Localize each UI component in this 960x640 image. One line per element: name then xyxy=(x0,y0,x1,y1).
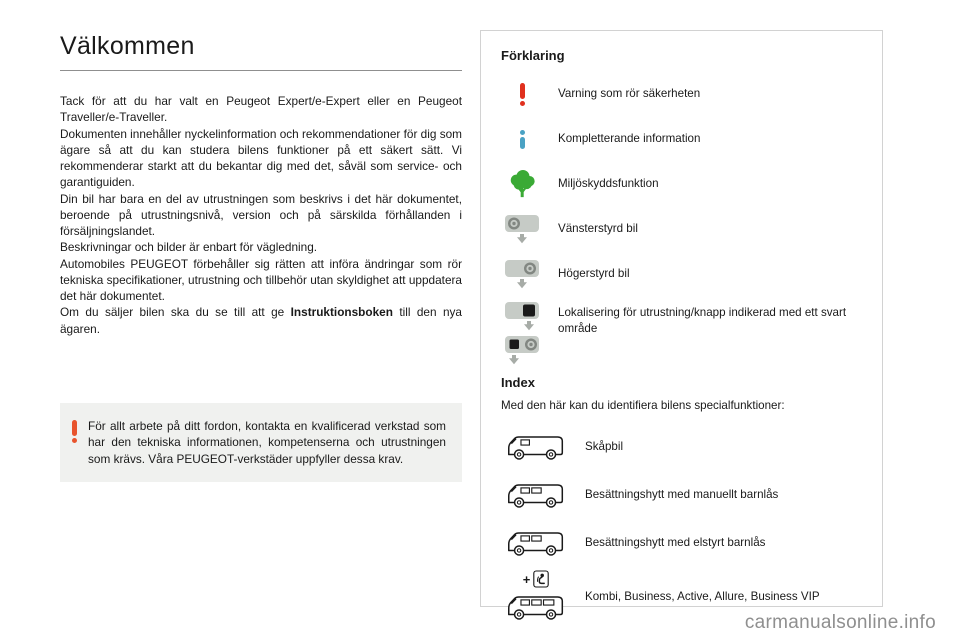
paragraph xyxy=(60,304,462,337)
steering-wheel-right-icon xyxy=(504,259,540,289)
page-title: Välkommen xyxy=(60,32,195,60)
index-label: Skåpbil xyxy=(585,439,624,453)
exclamation-dot xyxy=(520,101,525,106)
watermark-text: carmanualsonline.info xyxy=(744,612,936,633)
legend-list xyxy=(501,76,862,365)
legend-item-localization xyxy=(501,301,862,365)
text: till den nya ägaren. xyxy=(60,305,462,336)
crew-cab-van-icon xyxy=(505,525,567,559)
icon-cell xyxy=(501,130,543,149)
legend-label: Vänsterstyrd bil xyxy=(558,222,638,236)
legend-title: Förklaring xyxy=(501,48,565,63)
legend-panel xyxy=(480,30,883,607)
kombi-van-icon xyxy=(505,589,567,623)
index-label: Besättningshytt med manuellt barnlås xyxy=(585,487,779,501)
paragraph: Beskrivningar och bilder är enbart för vägledning. xyxy=(60,240,318,255)
index-item-crew-cab-electric xyxy=(501,522,862,562)
legend-label: Varning som rör säkerheten xyxy=(558,87,701,101)
icon-cell xyxy=(501,83,543,106)
handbook-title-bold: Instruktionsboken xyxy=(290,305,393,320)
black-area-localization-steering-icon xyxy=(504,335,540,365)
index-label: Kombi, Business, Active, Allure, Business VIP xyxy=(585,590,820,603)
legend-item-rhd xyxy=(501,256,862,292)
paragraph: Din bil har bara en del av utrustningen som beskrivs i det här dokumentet, beroende på utrustningsnivå, version och på särskilda förhållanden i försäljningslandet. xyxy=(60,191,462,239)
legend-item-additional-info xyxy=(501,121,862,157)
info-bar xyxy=(520,137,525,149)
index-item-panel-van xyxy=(501,426,862,466)
legend-label: Miljöskyddsfunktion xyxy=(558,177,659,191)
icon-cell xyxy=(501,570,571,623)
title-divider xyxy=(60,70,462,71)
legend-item-lhd xyxy=(501,211,862,247)
paragraph: Dokumenten innehåller nyckelinformation och rekommendationer för dig som ägare så att du kan studera bilens funktioner på ett säkert sätt. Vi rekommenderar starkt att du bekantar dig med det, såväl som service- och garantiguiden. xyxy=(60,126,462,190)
tree-icon xyxy=(507,169,537,199)
exclamation-dot xyxy=(72,438,77,443)
black-area-localization-icon xyxy=(504,301,540,331)
info-dot xyxy=(520,130,525,135)
intro-text xyxy=(60,93,462,337)
plus-sign: + xyxy=(522,571,531,587)
paragraph: Tack för att du har valt en Peugeot Expert/e-Expert eller en Peugeot Traveller/e-Traveller. xyxy=(60,94,462,125)
icon-cell xyxy=(501,259,543,289)
icon-cell xyxy=(501,214,543,244)
icon-cell xyxy=(501,169,543,199)
plus-child-seat xyxy=(523,570,550,588)
child-seat-icon xyxy=(533,570,549,588)
exclamation-bar xyxy=(520,83,525,99)
warning-exclamation-icon xyxy=(520,83,525,106)
crew-cab-van-icon xyxy=(505,477,567,511)
info-icon xyxy=(520,130,525,149)
legend-item-safety-warning xyxy=(501,76,862,112)
legend-label: Högerstyrd bil xyxy=(558,267,630,281)
kombi-icon-stack xyxy=(505,570,567,623)
legend-label: Kompletterande information xyxy=(558,132,701,146)
note-text: För allt arbete på ditt fordon, kontakta en kvalificerad verkstad som har den tekniska informationen, kompetenserna och utrustningen som krävs. Våra PEUGEOT-verkstäder uppfyller dessa krav. xyxy=(88,418,446,466)
text: Om du säljer bilen ska du se till att ge xyxy=(60,305,291,320)
icon-cell xyxy=(501,429,571,463)
legend-item-eco xyxy=(501,166,862,202)
icon-cell xyxy=(501,477,571,511)
welcome-section xyxy=(60,32,462,482)
panel-van-icon xyxy=(505,429,567,463)
steering-wheel-left-icon xyxy=(504,214,540,244)
legend-label: Lokalisering för utrustning/knapp indikerad med ett svart område xyxy=(558,306,847,335)
warning-note-box xyxy=(60,403,462,482)
index-item-crew-cab-manual xyxy=(501,474,862,514)
exclamation-bar xyxy=(72,420,77,436)
paragraph: Automobiles PEUGEOT förbehåller sig rätten att införa ändringar som rör tekniska specifikationer, utrustning och tillbehör utan skyldighet att uppdatera det här dokumentet. xyxy=(60,256,462,304)
warning-exclamation-icon xyxy=(72,420,77,443)
icon-cell xyxy=(501,525,571,559)
index-title: Index xyxy=(501,375,535,390)
index-label: Besättningshytt med elstyrt barnlås xyxy=(585,535,766,549)
index-list xyxy=(501,426,862,623)
icon-cell xyxy=(501,301,543,365)
index-intro: Med den här kan du identifiera bilens specialfunktioner: xyxy=(501,399,785,412)
